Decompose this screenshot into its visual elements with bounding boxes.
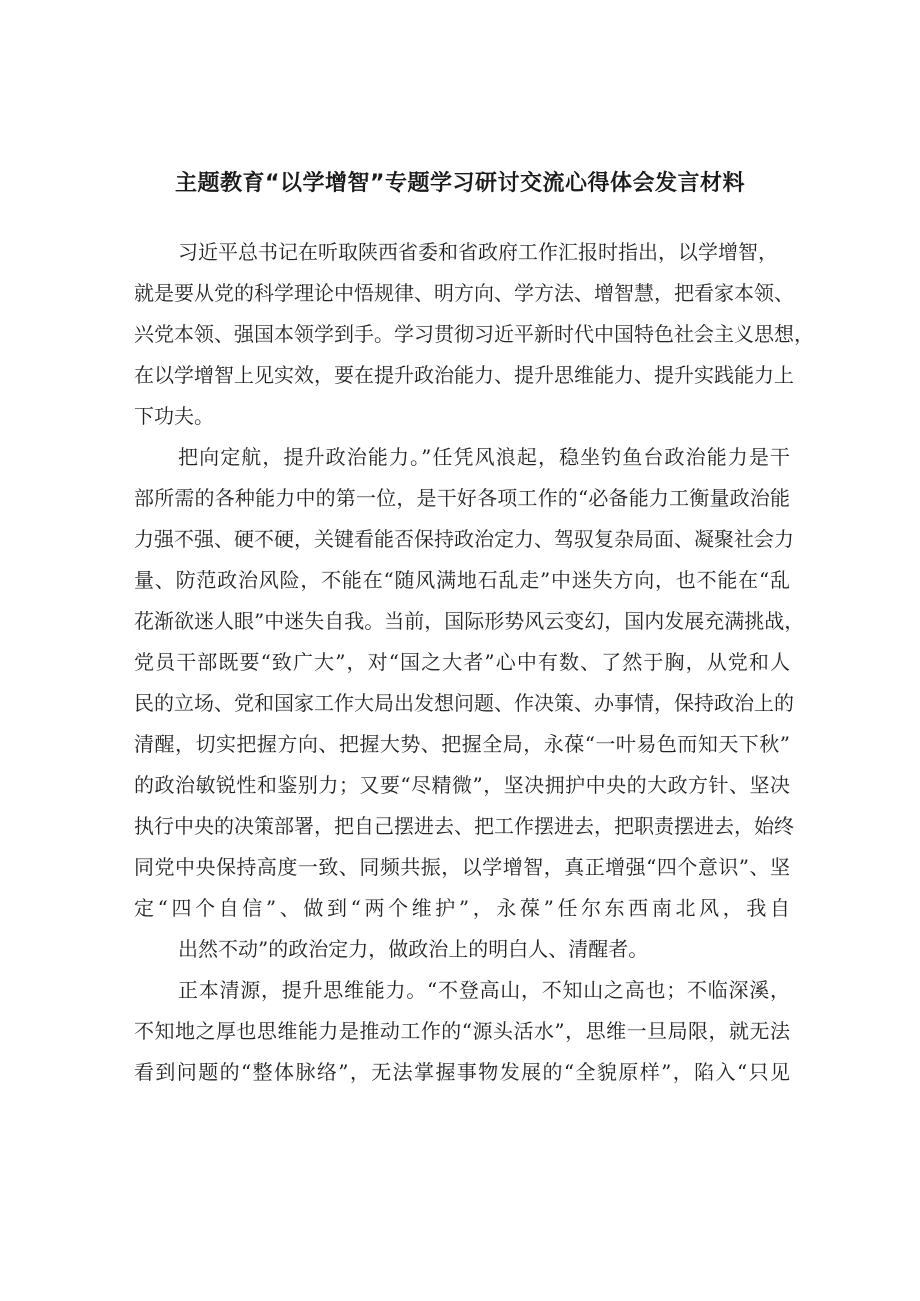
text-line: 正本清源，提升思维能力。“不登高山，不知山之高也；不临深溪， xyxy=(178,978,790,1002)
text-line: 定“四个自信”、做到“两个维护”，永葆”任尔东西南北风，我自 xyxy=(134,896,790,920)
text-line: 在以学增智上见实效，要在提升政治能力、提升思维能力、提升实践能力上 xyxy=(134,363,794,387)
text-line: 下功夫。 xyxy=(134,404,214,428)
text-line: 执行中央的决策部署，把自己摆进去、把工作摆进去，把职责摆进去，始终 xyxy=(134,814,794,838)
text-line: 花渐欲迷人眼”中迷失自我。当前，国际形势风云变幻，国内发展充满挑战， xyxy=(134,609,805,633)
text-line: 力强不强、硬不硬，关键看能否保持政治定力、驾驭复杂局面、凝聚社会力 xyxy=(134,527,794,551)
text-line: 不知地之厚也思维能力是推动工作的“源头活水”，思维一旦局限，就无法 xyxy=(134,1019,790,1043)
text-line: 兴党本领、强国本领学到手。学习贯彻习近平新时代中国特色社会主义思想， xyxy=(134,322,814,346)
text-line: 民的立场、党和国家工作大局出发想问题、作决策、办事情，保持政治上的 xyxy=(134,691,794,715)
text-line: 部所需的各种能力中的第一位，是干好各项工作的“必备能力工衡量政治能 xyxy=(134,486,790,510)
text-line: 的政治敏锐性和鉴别力；又要“尽精微”，坚决拥护中央的大政方针、坚决 xyxy=(134,773,790,797)
text-line: 出然不动”的政治定力，做政治上的明白人、清醒者。 xyxy=(178,937,649,961)
text-line: 同党中央保持高度一致、同频共振，以学增智，真正增强“四个意识”、坚 xyxy=(134,855,790,879)
text-line: 量、防范政治风险，不能在“随风满地石乱走”中迷失方向，也不能在“乱 xyxy=(134,568,790,592)
text-line: 把向定航，提升政治能力。”任凭风浪起，稳坐钓鱼台政治能力是干 xyxy=(178,445,790,469)
document-body xyxy=(134,232,814,1093)
document-title: 主题教育“以学增智”专题学习研讨交流心得体会发言材料 xyxy=(175,171,745,196)
text-line: 清醒，切实把握方向、把握大势、把握全局，永葆“一叶易色而知天下秋” xyxy=(134,732,790,756)
text-line: 看到问题的“整体脉络”，无法掌握事物发展的“全貌原样”，陷入“只见 xyxy=(134,1060,790,1084)
text-line: 党员干部既要“致广大”，对“国之大者”心中有数、了然于胸，从党和人 xyxy=(134,650,790,674)
text-line: 习近平总书记在听取陕西省委和省政府工作汇报时指出，以学增智， xyxy=(178,240,778,264)
text-line: 就是要从党的科学理论中悟规律、明方向、学方法、增智慧，把看家本领、 xyxy=(134,281,794,305)
